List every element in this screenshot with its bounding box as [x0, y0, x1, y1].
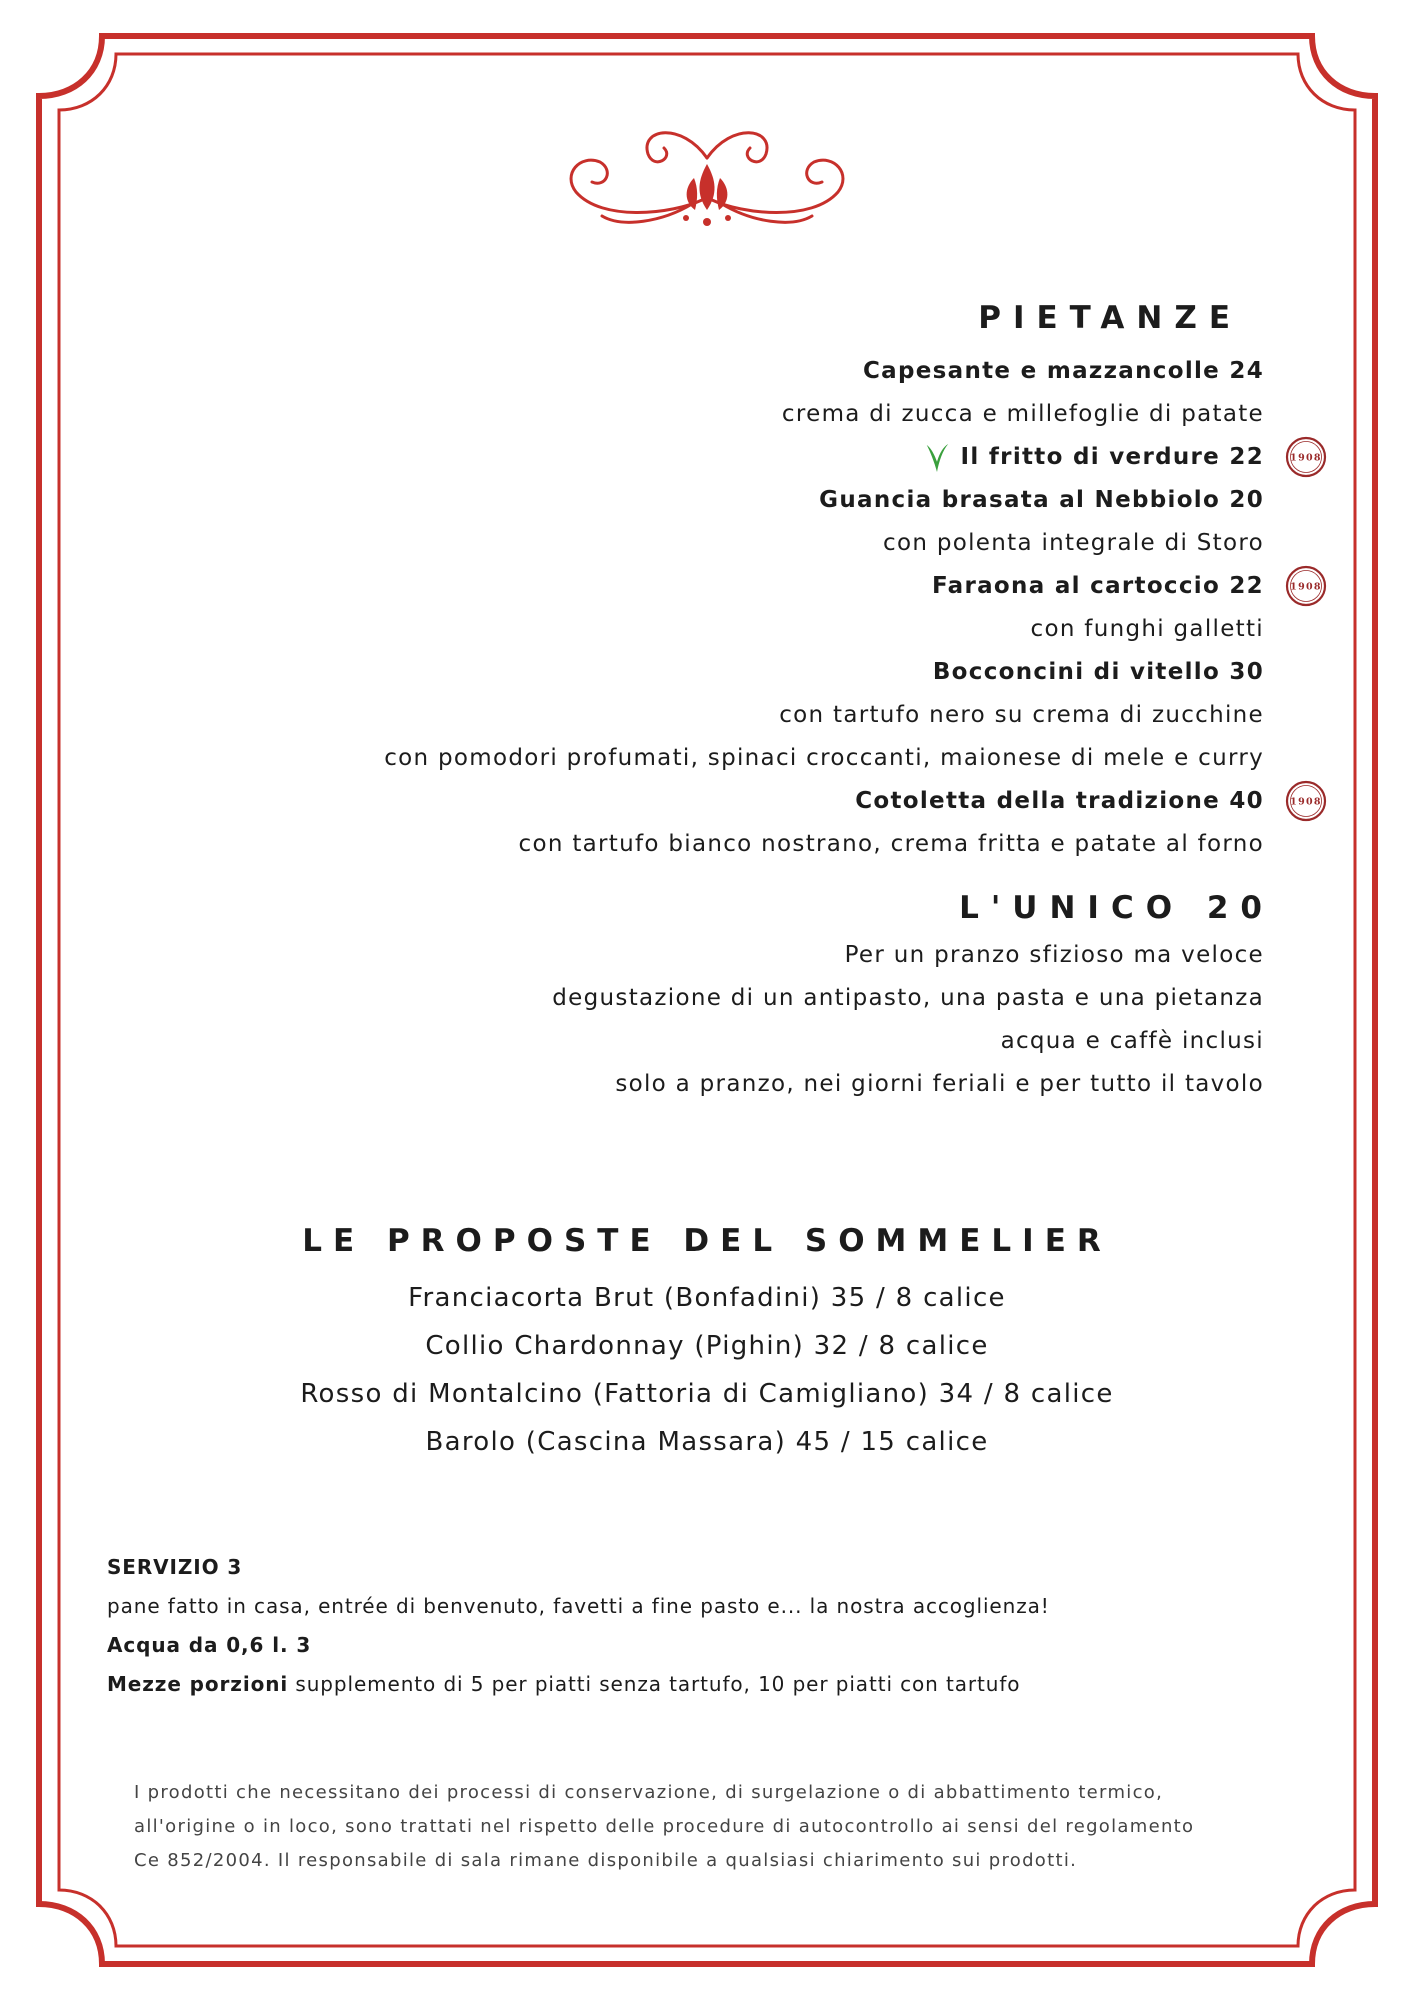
dish-text: Guancia brasata al Nebbiolo 20: [819, 487, 1264, 513]
dish-text: Faraona al cartoccio 22: [931, 573, 1264, 599]
dish-description: [384, 737, 1264, 780]
mezze-description: supplemento di 5 per piatti senza tartufo, 10 per piatti con tartufo: [288, 1672, 1021, 1696]
disclaimer: [134, 1776, 1304, 1878]
unico-line: degustazione di un antipasto, una pasta e una pietanza: [552, 985, 1264, 1011]
dish-text: con polenta integrale di Storo: [883, 530, 1264, 556]
wine-item: Franciacorta Brut (Bonfadini) 35 / 8 calice: [408, 1283, 1006, 1313]
stamp-1908-icon: [1284, 435, 1328, 479]
dish-text: Capesante e mazzancolle 24: [862, 358, 1264, 384]
mezze-label: Mezze porzioni: [107, 1672, 289, 1696]
dish-text: Il fritto di verdure 22: [960, 444, 1264, 470]
stamp-1908-icon: [1284, 779, 1328, 823]
dish-description: [384, 608, 1264, 651]
dish-name: [384, 780, 1322, 823]
dish-name: [384, 350, 1264, 393]
sommelier-title: LE PROPOSTE DEL SOMMELIER: [302, 1223, 1112, 1259]
dish-description: [384, 694, 1264, 737]
dish-text: Bocconcini di vitello 30: [932, 659, 1264, 685]
dish-name: [384, 651, 1264, 694]
disclaimer-line: I prodotti che necessitano dei processi di conservazione, di surgelazione o di abbattimento termico,: [134, 1782, 1164, 1803]
service-notes: [107, 1548, 1050, 1704]
flourish-ornament: [562, 118, 852, 238]
dish-text: Cotoletta della tradizione 40: [855, 788, 1264, 814]
sommelier-section: [0, 1214, 1414, 1466]
unico-list: [552, 934, 1264, 1106]
pietanze-title: PIETANZE: [978, 300, 1242, 336]
dish-description: [384, 393, 1264, 436]
wine-item: Collio Chardonnay (Pighin) 32 / 8 calice: [425, 1331, 989, 1361]
dish-text: crema di zucca e millefoglie di patate: [781, 401, 1264, 427]
dish-text: con tartufo bianco nostrano, crema fritta e patate al forno: [518, 831, 1264, 857]
dish-text: con pomodori profumati, spinaci croccanti, maionese di mele e curry: [384, 745, 1264, 771]
stamp-text: 1908: [1290, 581, 1322, 593]
servizio-description: pane fatto in casa, entrée di benvenuto, favetti a fine pasto e... la nostra accoglienza!: [107, 1594, 1050, 1618]
dish-text: con tartufo nero su crema di zucchine: [779, 702, 1264, 728]
unico-title: L'UNICO 20: [959, 890, 1274, 926]
stamp-text: 1908: [1290, 796, 1322, 808]
dish-name: [384, 436, 1322, 479]
wine-item: Barolo (Cascina Massara) 45 / 15 calice: [425, 1427, 989, 1457]
vegetarian-leaf-icon: [923, 441, 951, 475]
wine-item: Rosso di Montalcino (Fattoria di Camigliano) 34 / 8 calice: [300, 1379, 1114, 1409]
dish-description: [384, 823, 1264, 866]
dish-description: [384, 522, 1264, 565]
wine-list: [0, 1274, 1414, 1466]
dish-name: [384, 479, 1264, 522]
dish-text: con funghi galletti: [1030, 616, 1264, 642]
disclaimer-line: Ce 852/2004. Il responsabile di sala rimane disponibile a qualsiasi chiarimento sui prodotti.: [134, 1850, 1078, 1871]
mezze-porzioni-line: [107, 1665, 1050, 1704]
pietanze-section: [384, 294, 1322, 866]
unico-line: Per un pranzo sfizioso ma veloce: [844, 942, 1264, 968]
disclaimer-line: all'origine o in loco, sono trattati nel rispetto delle procedure di autocontrollo ai sensi del regolamento: [134, 1816, 1195, 1837]
servizio-label: SERVIZIO 3: [107, 1555, 243, 1579]
acqua-label: Acqua da 0,6 l. 3: [107, 1633, 312, 1657]
stamp-text: 1908: [1290, 452, 1322, 464]
unico-line: solo a pranzo, nei giorni feriali e per tutto il tavolo: [615, 1071, 1264, 1097]
unico-line: acqua e caffè inclusi: [1000, 1028, 1264, 1054]
dish-name: [384, 565, 1322, 608]
stamp-1908-icon: [1284, 564, 1328, 608]
unico-section: [552, 882, 1274, 1106]
pietanze-list: [384, 350, 1322, 866]
